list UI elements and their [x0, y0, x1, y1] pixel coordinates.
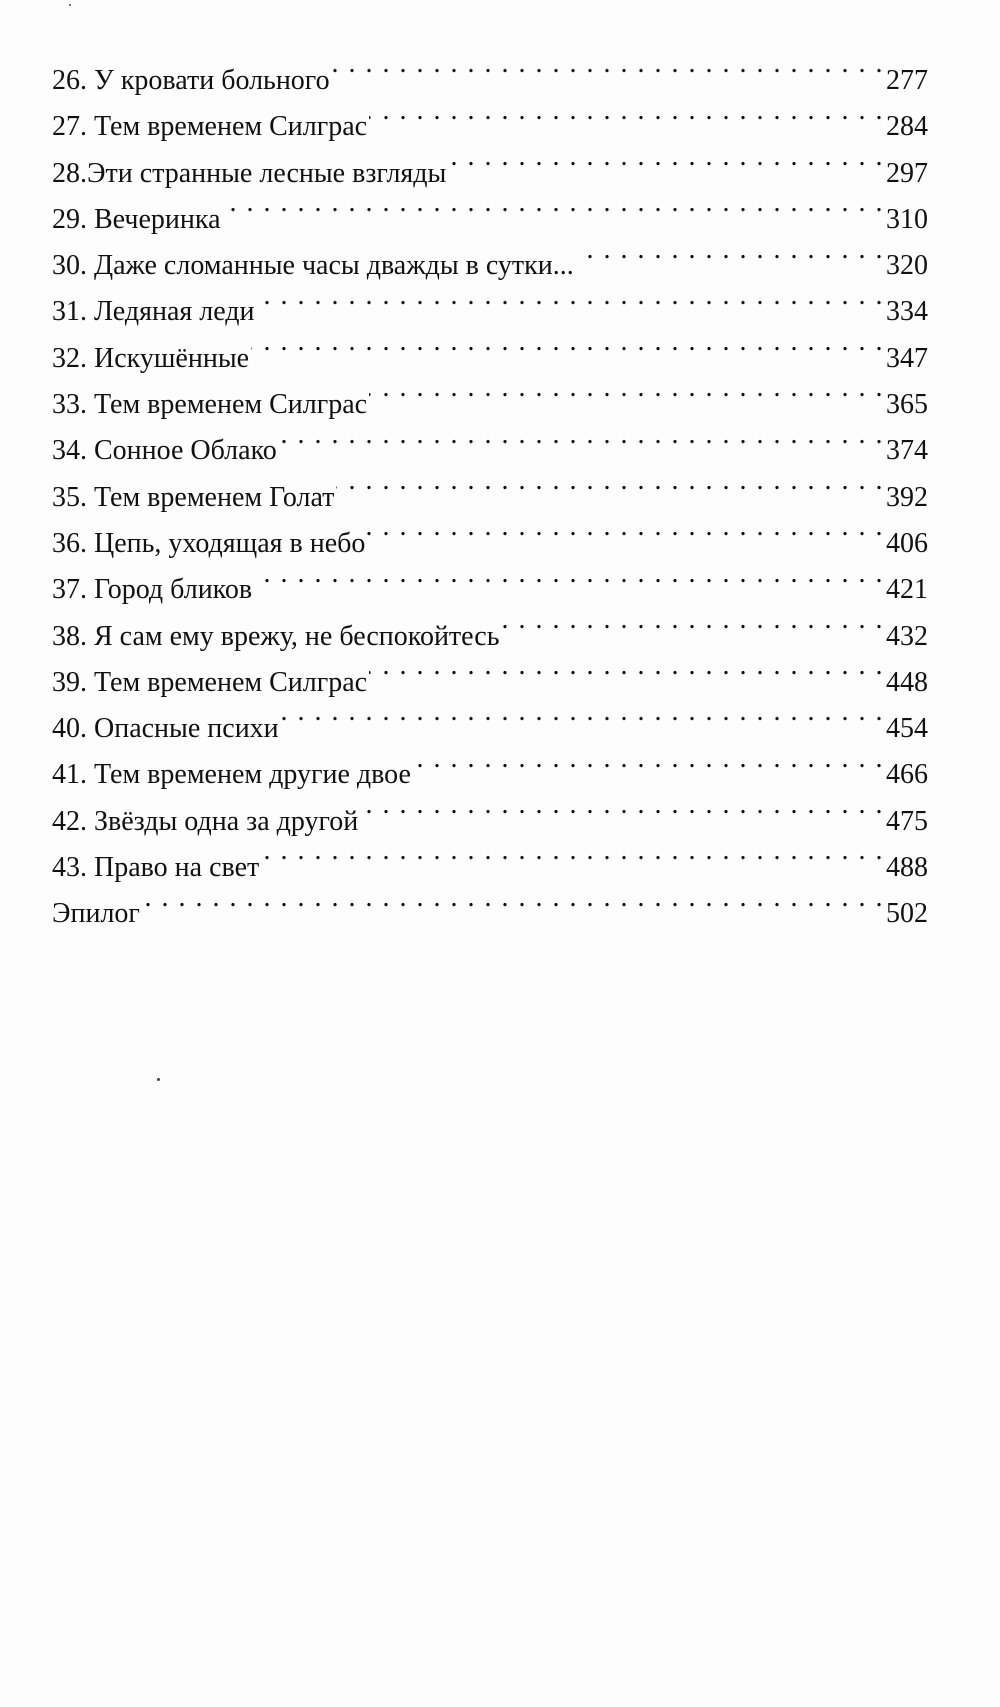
page-number: 502: [886, 898, 928, 930]
dot-leader: [576, 246, 884, 274]
dot-leader: [360, 802, 884, 830]
dot-leader: [369, 385, 884, 413]
dot-leader: [251, 339, 884, 367]
toc-entry[interactable]: [52, 104, 928, 150]
chapter-title: 32. Искушённые: [52, 342, 250, 374]
toc-entry[interactable]: [52, 289, 928, 335]
dot-leader: [369, 107, 884, 135]
dot-leader: [257, 292, 884, 320]
chapter-title: 33. Тем временем Силграс: [52, 389, 368, 421]
toc-entry[interactable]: [52, 336, 928, 382]
toc-entry[interactable]: [52, 567, 928, 613]
chapter-title: 38. Я сам ему врежу, не беспокойтесь: [52, 620, 500, 652]
toc-entry[interactable]: [52, 243, 928, 289]
toc-entry[interactable]: [52, 197, 928, 243]
dot-leader: [448, 154, 884, 182]
table-of-contents: [52, 58, 928, 938]
chapter-title: 41. Тем временем другие двое: [52, 759, 411, 791]
dot-leader: [142, 894, 884, 922]
chapter-title: 26. У кровати больного: [52, 65, 330, 96]
page-number: 448: [886, 666, 928, 698]
toc-entry[interactable]: [52, 475, 928, 521]
chapter-title: Эпилог: [52, 898, 140, 930]
toc-entry[interactable]: [52, 752, 928, 798]
page-number: 466: [886, 759, 928, 791]
chapter-title: 39. Тем временем Силграс: [52, 666, 368, 698]
page-number: 374: [886, 435, 928, 467]
dot-leader: [501, 617, 884, 645]
toc-entry[interactable]: [52, 151, 928, 197]
toc-entry[interactable]: [52, 660, 928, 706]
dot-leader: [413, 755, 884, 783]
dot-leader: [279, 431, 884, 459]
chapter-title: 35. Тем временем Голат: [52, 481, 335, 513]
page-number: 421: [886, 574, 928, 606]
page-number: 334: [886, 296, 928, 328]
toc-entry[interactable]: [52, 521, 928, 567]
dot-leader: [223, 200, 885, 228]
toc-entry[interactable]: [52, 614, 928, 660]
chapter-title: 28.Эти странные лесные взгляды: [52, 157, 447, 189]
scan-speck: [157, 1078, 160, 1081]
page-number: 454: [886, 713, 928, 745]
dot-leader: [254, 570, 884, 598]
page-number: 392: [886, 481, 928, 513]
page-number: 297: [886, 157, 928, 189]
dot-leader: [369, 663, 884, 691]
toc-entry[interactable]: [52, 891, 928, 937]
chapter-title: 43. Право на свет: [52, 852, 260, 884]
page-number: 432: [886, 620, 928, 652]
chapter-title: 34. Сонное Облако: [52, 435, 277, 467]
dot-leader: [261, 848, 884, 876]
dot-leader: [332, 61, 884, 89]
dot-leader: [281, 709, 884, 737]
toc-entry[interactable]: [52, 845, 928, 891]
chapter-title: 29. Вечеринка: [52, 203, 221, 235]
toc-entry[interactable]: [52, 382, 928, 428]
chapter-title: 37. Город бликов: [52, 574, 253, 606]
toc-entry[interactable]: [52, 428, 928, 474]
chapter-title: 36. Цепь, уходящая в небо: [52, 527, 366, 559]
page-number: 475: [886, 805, 928, 837]
toc-entry[interactable]: [52, 706, 928, 752]
chapter-title: 27. Тем временем Силграс: [52, 111, 368, 143]
chapter-title: 31. Ледяная леди: [52, 296, 255, 328]
chapter-title: 42. Звёзды одна за другой: [52, 805, 359, 837]
toc-entry[interactable]: [52, 58, 928, 104]
page-number: 347: [886, 342, 928, 374]
page-number: 365: [886, 389, 928, 421]
dot-leader: [367, 524, 884, 552]
scan-speck: [69, 4, 71, 6]
chapter-title: 40. Опасные психи: [52, 713, 279, 745]
dot-leader: [336, 478, 884, 506]
toc-entry[interactable]: [52, 799, 928, 845]
page-number: 310: [886, 203, 928, 235]
page-number: 320: [886, 250, 928, 282]
page-number: 406: [886, 527, 928, 559]
page-number: 488: [886, 852, 928, 884]
chapter-title: 30. Даже сломанные часы дважды в сутки...: [52, 250, 574, 282]
page-number: 284: [886, 111, 928, 143]
page-number: 277: [886, 65, 928, 96]
